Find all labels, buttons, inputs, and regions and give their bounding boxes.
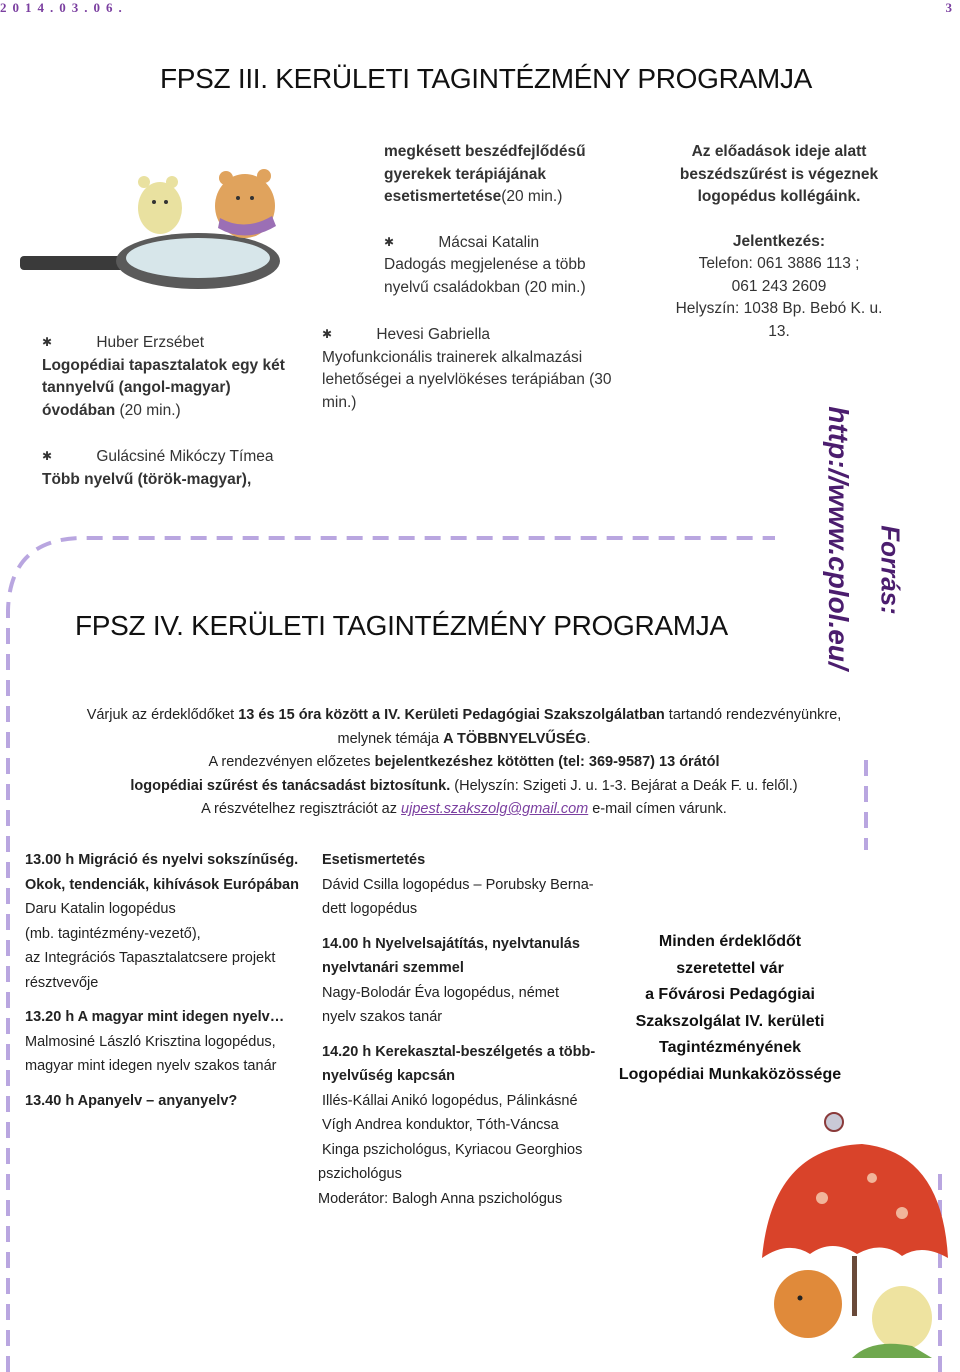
source-url[interactable]: http://www.cplol.eu/ [823,406,854,670]
session-speaker: (mb. tagintézmény-vezető), [25,925,201,942]
session-title: 13.00 h Migráció és nyelvi sokszínűség. [25,852,299,868]
session-title: 14.00 h Nyelvelsajátítás, nyelvtanulás [322,935,580,952]
session-speaker: pszichológus [318,1166,402,1182]
talk-title: Dadogás megjelenése a több nyelvű családokban (20 min.) [384,256,586,296]
yellow-bear [872,1286,932,1350]
left-bear [138,182,182,234]
notice-line-2: melynek témája A TÖBBNYELVŰSÉG. [337,730,591,747]
umbrella-dot [867,1173,877,1183]
right-bear-ear [219,171,233,185]
leaves [852,1344,932,1358]
speaker-name: Huber Erzsébet [96,334,205,351]
program-item-huber [42,331,304,422]
section-3-title: FPSZ III. KERÜLETI TAGINTÉZMÉNY PROGRAMJA [160,63,813,94]
session-title: nyelvtanári szemmel [322,960,464,976]
session-title: 14.20 h Kerekasztal-beszélgetés a több- [322,1043,596,1060]
document-date: 2014.03.06. [0,0,128,15]
program-schedule-left [25,848,315,1113]
program-schedule-right [318,848,612,1211]
session-title: 13.40 h Apanyelv – anyanyelv? [25,1092,238,1109]
page-number: 3 [945,0,952,15]
umbrella-dot [896,1207,908,1219]
umbrella-dot [816,1192,828,1204]
talk-title: Myofunkcionális trainerek alkalmazási lehetőségei a nyelvlökéses terápiában (30 min.) [322,348,612,411]
registration-phone: Telefon: 061 3886 113 ; [698,255,860,272]
right-bear-ear [257,169,271,183]
bears-magnifier-illustration [20,166,290,311]
session-speaker: Malmosiné László Krisztina logopédus, [25,1033,276,1050]
session-speaker: az Integrációs Tapasztalatcsere projekt [25,950,276,966]
session-title: Okok, tendenciák, kihívások Európában [25,876,299,893]
talk-duration: (20 min.) [119,401,181,419]
notice-line-3: A rendezvényen előzetes bejelentkezéshez kötötten (tel: 369-9587) 13 órától [208,754,720,770]
session-speaker: Daru Katalin logopédus [25,901,176,917]
registration-phone-2: 061 243 2609 [731,277,827,295]
magnifier-lens [126,238,270,278]
program-item-continuation [384,141,634,209]
speaker-name: Hevesi Gabriella [376,326,491,343]
speaker-name: Mácsai Katalin [438,233,540,251]
bears-umbrella-illustration [752,1108,952,1360]
registration-location: Helyszín: 1038 Bp. Bebó K. u. 13. [675,300,883,340]
orange-bear [774,1270,842,1338]
umbrella-stick [852,1256,857,1316]
talk-duration: (20 min.) [501,188,563,205]
screening-info: Az előadások ideje alatt beszédszűrést is végeznek logopédus kollégáink. [679,143,879,205]
program-column-right [666,141,892,343]
asterisk-bullet-icon: ✱ [42,449,53,463]
notice-line-1: Várjuk az érdeklődőket 13 és 15 óra között a IV. Kerületi Pedagógiai Szakszolgálatban tartandó rendezvényünkre, [86,707,842,723]
program-column-mid-top [384,141,634,299]
program-item-hevesi [322,323,622,414]
session-speaker: dett logopédus [322,901,418,917]
left-bear-eye [152,200,156,204]
session-speaker: magyar mint idegen nyelv szakos tanár [25,1058,277,1074]
talk-title: Több nyelvű (török-magyar), [42,470,252,488]
event-notice [40,704,888,822]
left-bear-ear [138,176,150,188]
session-speaker: Kinga pszichológus, Kyriacou Georghios [322,1141,583,1158]
session-title: nyelvűség kapcsán [322,1068,455,1084]
ball [825,1113,843,1131]
left-bear-eye [164,200,168,204]
section-4-title: FPSZ IV. KERÜLETI TAGINTÉZMÉNY PROGRAMJA [75,610,728,641]
session-title: Esetismertetés [322,852,426,868]
welcome-message: Minden érdeklődőt szeretettel vár a Fővárosi Pedagógiai Szakszolgálat IV. kerületi Tagintézményének Logopédiai Munkaközössége [618,933,842,1083]
program-column-left [42,331,304,491]
talk-title: megkésett beszédfejlődésű gyerekek terápiájának esetismertetése [384,143,586,205]
session-speaker: résztvevője [25,974,99,991]
notice-line-4: logopédiai szűrést és tanácsadást biztosítunk. (Helyszín: Szigeti J. u. 1-3. Bejárat a Deák F. u. felől.) [130,777,798,794]
program-item-gulacsine [42,445,304,491]
session-speaker: Illés-Kállai Anikó logopédus, Pálinkásné [322,1092,578,1109]
notice-line-5: A részvételhez regisztrációt az ujpest.szakszolg@gmail.com e-mail címen várunk. [201,801,727,817]
right-bear-eye [250,196,254,200]
session-speaker: Vígh Andrea konduktor, Tóth-Váncsa [322,1117,559,1133]
registration-label: Jelentkezés: [732,232,826,250]
source-label: Forrás: [875,525,906,615]
program-item-macsai [384,231,634,300]
session-speaker: nyelv szakos tanár [322,1009,443,1025]
asterisk-bullet-icon: ✱ [322,327,333,341]
speaker-name: Gulácsiné Mikóczy Tímea [96,448,274,465]
magnifier-handle [20,256,130,270]
session-speaker: Nagy-Bolodár Éva logopédus, német [322,984,559,1001]
umbrella-canopy [762,1144,948,1258]
left-bear-ear [166,176,178,188]
talk-title: Logopédiai tapasztalatok egy két tannyelvű (angol-magyar) óvodában [42,356,285,419]
orange-bear-eye [798,1296,803,1301]
right-bear-eye [236,196,240,200]
asterisk-bullet-icon: ✱ [384,234,395,249]
session-moderator: Moderátor: Balogh Anna pszichológus [318,1190,563,1207]
asterisk-bullet-icon: ✱ [42,335,53,349]
program-column-mid-bottom [322,323,622,414]
registration-email-link[interactable]: ujpest.szakszolg@gmail.com [401,801,589,817]
session-speaker: Dávid Csilla logopédus – Porubsky Berna- [322,876,594,893]
session-title: 13.20 h A magyar mint idegen nyelv… [25,1009,285,1025]
